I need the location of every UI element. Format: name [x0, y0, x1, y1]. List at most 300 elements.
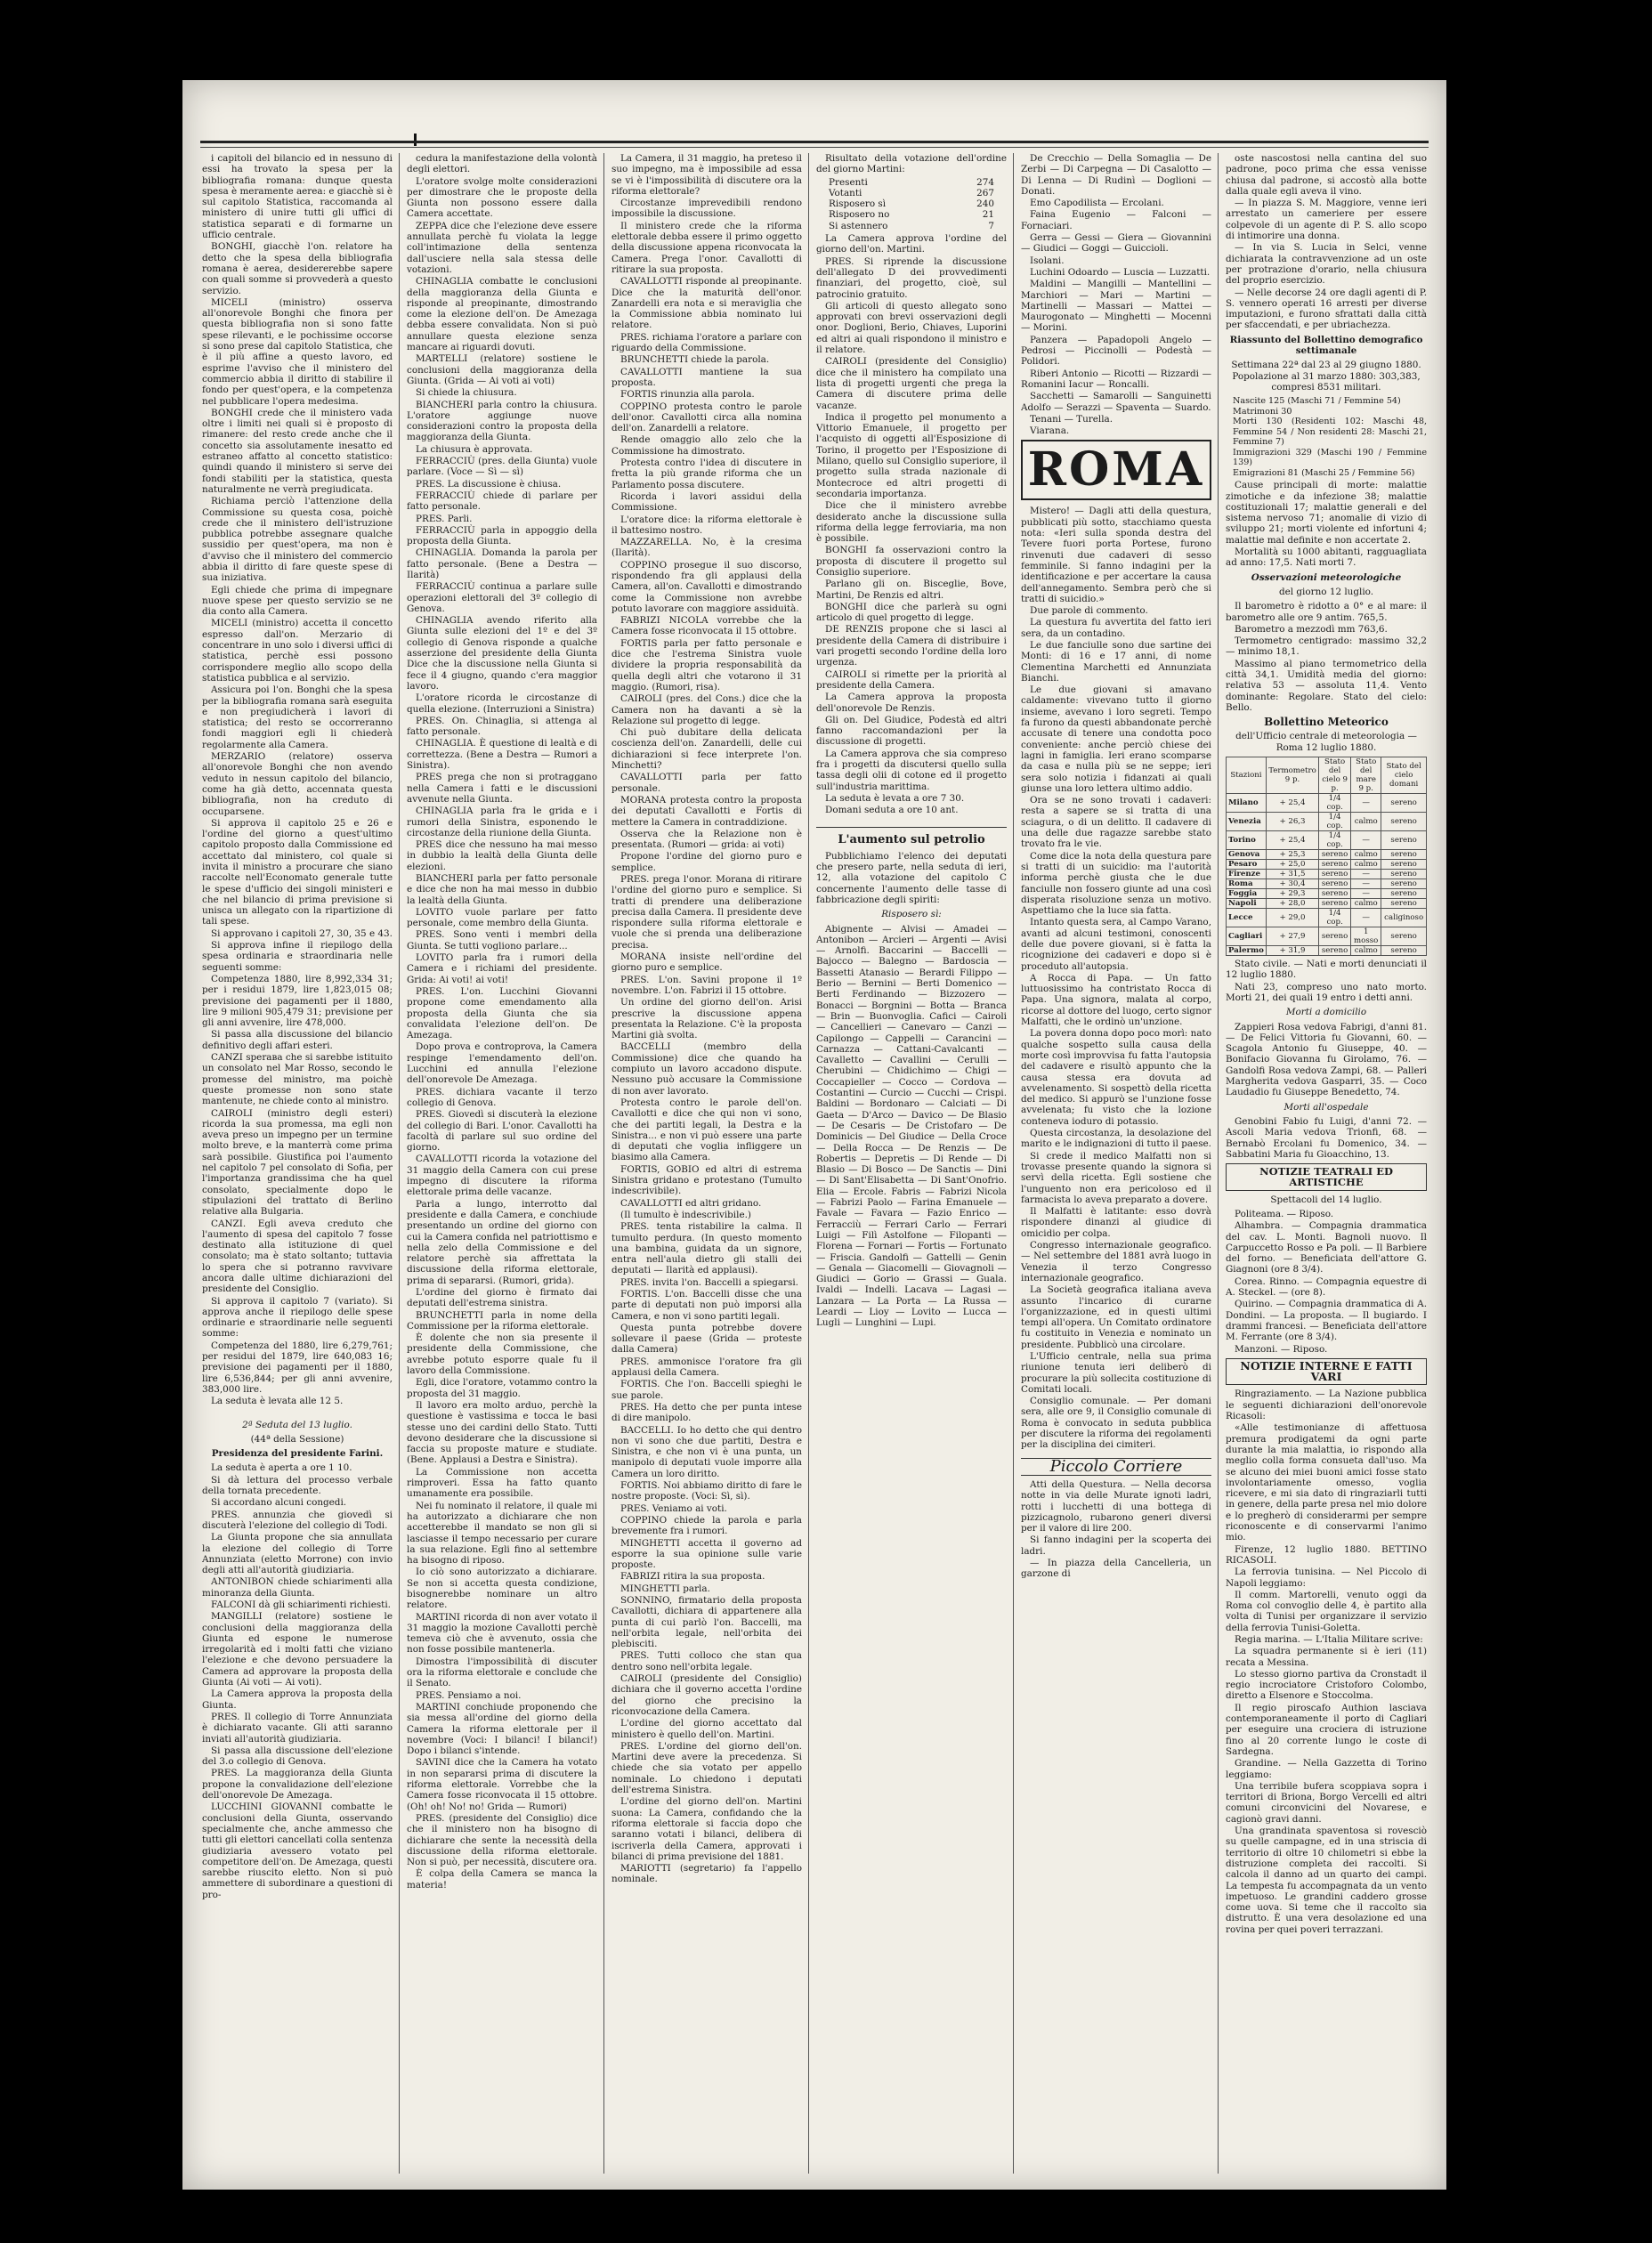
- voters-list: Abignente — Alvisi — Amadei — Antonibon — Arcieri — Argenti — Avisi — Arnolfi. Baccarini — Baccelli — Bajocco — Balegno — Bardoscia — Bassetti Atanasio — Berardi Filippo — Berio — Bernini — Berti Domenico — Berti Ferdinando — Bizzozero — Bonacci — Borgnini — Botta — Branca — Brin — Buonvoglia. Cafici — Cairoli — Cancellieri — Canevaro — Canzi — Capilongo — Cappelli — Carancini — Carnazza — Cattani-Cavalcanti — Cavalletto — Cavallini — Cerulli — Cherubini — Chidichimo — Chigi — Coccapieller — Cocco — Cordova — Costantini — Curcio — Cucchi — Crispi. Baldini — Bordonaro — Calciati — Di Gaeta — D'Arco — Davico — De Blasio — De Cesaris — De Cristofaro — De Dominicis — Del Giudice — Della Croce — Della Rocca — De Renzis — De Robertis — Depretis — Di Rende — Di Blasio — Di Bosco — De Sanctis — Dini — Di Sant'Elisabetta — Di Sant'Onofrio. Elia — Ercole. Fabris — Fabrizi Nicola — Fabrizi Paolo — Farina Emanuele — Favale — Favara — Fazio Enrico — Ferracciù — Ferrari Carlo — Ferrari Luigi — Filì Astolfone — Filopanti — Florena — Fornari — Fortis — Fortunato — Friscia. Gandolfi — Gattelli — Genin — Genala — Giacomelli — Giovagnoli — Giudici — Gorio — Grassi — Guala. Ivaldi — Indelli. Lacava — Lagasi — Lanzara — La Porta — La Russa — Leardi — Lioy — Lovito — Lucca — Lugli — Lunghini — Lupi.: [816, 923, 1007, 1329]
- station-name: Venezia: [1227, 813, 1267, 831]
- vote-label: Risposero sì: [829, 198, 887, 210]
- roma-masthead: ROMA: [1021, 440, 1211, 500]
- paragraph: cedura la manifestazione della volontà degli elettori.: [407, 153, 597, 175]
- bollettino-meteorico-heading: Bollettino Meteorico: [1264, 716, 1389, 729]
- paragraph: Mortalità su 1000 abitanti, ragguagliata ad anno: 17,5. Nati morti 7.: [1226, 547, 1427, 569]
- paragraph: MARTINI ricorda di non aver votato il 31 maggio la mozione Cavallotti perchè temeva ciò che è avvenuto, ossia che non fosse possibile mantenerla.: [407, 1611, 597, 1656]
- paragraph: Propone l'ordine del giorno puro e semplice.: [611, 851, 802, 873]
- table-cell: sereno: [1319, 927, 1351, 946]
- paragraph: MORANA protesta contro la proposta dei deputati Cavallotti e Fortis di mettere la Camera in contraddizione.: [611, 794, 802, 828]
- paragraph: del giorno 12 luglio.: [1278, 586, 1374, 597]
- table-cell: 1 mosso: [1351, 927, 1381, 946]
- paragraph: CAIROLI si rimette per la priorità al presidente della Camera.: [816, 668, 1007, 691]
- paragraph: Settimana 22ª dal 23 al 29 giugno 1880. Popolazione al 31 marzo 1880: 303,383, compresi 8531 militari.: [1231, 360, 1421, 393]
- paragraph: FORTIS. Che l'on. Baccelli spieghi le sue parole.: [611, 1379, 802, 1401]
- paragraph: La squadra permanente si è ieri (11) recata a Messina.: [1226, 1646, 1427, 1668]
- column-divider: [603, 153, 604, 2174]
- table-cell: + 25,3: [1266, 850, 1318, 860]
- piccolo-corriere-heading: Piccolo Corriere: [1021, 1458, 1211, 1476]
- paragraph: Riberi Antonio — Ricotti — Rizzardi — Romanini Iacur — Roncalli.: [1021, 368, 1211, 390]
- column-1: [202, 153, 393, 2174]
- paragraph: Politeama. — Riposo.: [1235, 1209, 1334, 1219]
- paragraph: Si approva il capitolo 25 e 26 e l'ordine del giorno a quest'ultimo capitolo proposto dalla Commissione ed accettato dal ministero, col quale si invita il ministro a procurare che siano raccolte nell'Economato generale tutte le spese d'ufficio dei singoli ministeri e che nel bilancio di prima previsione si unisca un allegato con la ripartizione di tali spese.: [202, 817, 393, 927]
- paragraph: Si accordano alcuni congedi.: [211, 1497, 347, 1509]
- paragraph: De Crecchio — Della Somaglia — De Zerbi — Di Carpegna — Di Casalotto — Di Lenna — Di Rudinì — Doglioni — Donati.: [1021, 153, 1211, 197]
- paragraph: FORTIS parla per fatto personale e dice che l'estrema Sinistra vuole dividere la propria responsabilità da quella degli altri che votarono il 31 maggio. (Rumori, risa).: [611, 637, 802, 692]
- paragraph: oste nascostosi nella cantina del suo padrone, poco prima che essa venisse chiusa dal padrone, si accostò alla botte dalla quale egli aveva il vino.: [1226, 153, 1427, 197]
- table-cell: sereno: [1319, 860, 1351, 870]
- paragraph: CHINAGLIA parla fra le grida e i rumori della Sinistra, esponendo le circostanze della riunione della Giunta.: [407, 806, 597, 838]
- paragraph: Faina Eugenio — Falconi — Fornaciari.: [1021, 209, 1211, 231]
- station-name: Palermo: [1227, 946, 1267, 956]
- column-6: [1226, 153, 1427, 2174]
- paragraph: MICELI (ministro) osserva all'onorevole Bonghi che finora per questa bibliografia non si sono fatte spese rilevanti, e le pochissime occorse si sono prese dal capitolo Statistica, che è il più affine a questo lavoro, ed esprime l'avviso che il ministero del commercio abbia il diritto di stabilire il fondo per quest'opera, e la competenza nel pubblicare l'opera medesima.: [202, 296, 393, 407]
- subheading: Morti a domicilio: [1285, 1007, 1367, 1018]
- paragraph: Un ordine del giorno dell'on. Arisi prescrive la discussione appena presentata la Relazione. C'è la proposta Martini già svolta.: [611, 997, 802, 1041]
- paragraph: Assicura poi l'on. Bonghi che la spesa per la bibliografia romana sarà eseguita e non pregiudicherà i lavori di statistica; del resto se occorreranno fondi maggiori egli li chiederà regolarmente alla Camera.: [202, 684, 393, 750]
- paragraph: La seduta è levata alle 12 5.: [211, 1396, 344, 1407]
- weather-table-body: [1227, 794, 1427, 956]
- table-cell: + 29,3: [1266, 889, 1318, 899]
- table-header-row: [1227, 757, 1427, 794]
- table-cell: sereno: [1381, 927, 1427, 946]
- paragraph: L'ordine del giorno è firmato dai deputati dell'estrema sinistra.: [407, 1286, 597, 1309]
- paragraph: Intanto questa sera, al Campo Varano, avanti ad alcuni testimoni, conoscenti delle due povere giovani, si è fatta la ricognizione dei cadaveri e dopo si è proceduto all'autopsia.: [1021, 917, 1211, 972]
- paragraph: SONNINO, firmatario della proposta Cavallotti, dichiara di appartenere alla punta di cui parlò l'on. Baccelli, ma nell'orbita legale, nell'orbita dei plebisciti.: [611, 1595, 802, 1650]
- table-cell: sereno: [1319, 850, 1351, 860]
- paragraph: Osserva che la Relazione non è presentata. (Rumori — grida: ai voti): [611, 828, 802, 851]
- paragraph: PRES. L'on. Savini propone il 1º novembre. L'on. Fabrizi il 15 ottobre.: [611, 974, 802, 996]
- paragraph: COPPINO chiede la parola e parla brevemente fra i rumori.: [611, 1514, 802, 1537]
- paragraph: PRES. richiama l'oratore a parlare con riguardo della Commissione.: [611, 331, 802, 354]
- table-cell: + 31,9: [1266, 946, 1318, 956]
- column-header: Termometro 9 p.: [1266, 757, 1318, 794]
- paragraph: ANTONIBON chiede schiarimenti alla minoranza della Giunta.: [202, 1576, 393, 1599]
- stat-row: Immigrazioni 329 (Maschi 190 / Femmine 139): [1233, 447, 1427, 468]
- paragraph: CANZI. Egli aveva creduto che l'aumento di spesa del capitolo 7 fosse destinato alla istituzione di quel consolato; ma è stato soltanto; tuttavia lo spera che si potranno ravvivare ancora dalle ultime dichiarazioni del presidente del Consiglio.: [202, 1218, 393, 1295]
- table-cell: sereno: [1381, 813, 1427, 831]
- paragraph: BONGHI dice che parlerà su ogni articolo di quel progetto di legge.: [816, 601, 1007, 624]
- paragraph: PRES. tenta ristabilire la calma. Il tumulto perdura. (In questo momento una bambina, guidata da un signore, entra nell'aula dietro gli stalli dei deputati — Ilarità ed applausi).: [611, 1221, 802, 1276]
- vote-row: [829, 188, 1007, 198]
- table-row: [1227, 889, 1427, 899]
- paragraph: PRES. (presidente del Consiglio) dice che il ministero non ha bisogno di dichiarare che sente la necessità della discussione della riforma elettorale. Non si può, per necessità, discutere ora.: [407, 1812, 597, 1868]
- table-row: [1227, 850, 1427, 860]
- paragraph: Firenze, 12 luglio 1880. BETTINO RICASOLI.: [1226, 1543, 1427, 1566]
- paragraph: MERZARIO (relatore) osserva all'onorevole Bonghi che non avendo veduto in nessun capitolo del bilancio, come ha già detto, accennata questa bibliografia, non ha creduto di occuparsene.: [202, 751, 393, 817]
- paragraph: Protesta contro le parole dell'on. Cavallotti e dice che qui non vi sono, che dei partiti legali, la Destra e la Sinistra... e non vi può essere una parte di deputati che voglia infliggere un biasimo alla Camera.: [611, 1097, 802, 1163]
- paragraph: Corea. Rinno. — Compagnia equestre di A. Steckel. — (ore 8).: [1226, 1275, 1427, 1299]
- station-name: Napoli: [1227, 899, 1267, 909]
- paragraph: PRES. ammonisce l'oratore fra gli applausi della Camera.: [611, 1356, 802, 1379]
- table-row: [1227, 860, 1427, 870]
- table-cell: 1/4 cop.: [1319, 831, 1351, 850]
- station-name: Firenze: [1227, 870, 1267, 879]
- paragraph: Barometro a mezzodì mm 763,6.: [1235, 623, 1388, 635]
- paragraph: CANZI speraва che si sarebbe istituito un consolato nel Mar Rosso, secondo le promesse del ministro, ma poichè queste promesse non sono state mantenute, ne chiede conto al ministro.: [202, 1052, 393, 1107]
- paragraph: Come dice la nota della questura pare si tratti di un suicidio: ma l'autorità informa perchè giusta che le due fanciulle non fossero giunte ad una così disperata risoluzione senza un motivo. Aspettiamo che la luce sia fatta.: [1021, 850, 1211, 917]
- paragraph: L'ordine del giorno accettato dal ministero è quello dell'on. Martini.: [611, 1718, 802, 1740]
- vote-label: Risposero no: [829, 209, 890, 221]
- header-rule-thin: [200, 147, 1429, 148]
- table-cell: calmo: [1351, 946, 1381, 956]
- vote-result-heading: Risultato della votazione dell'ordine del giorno Martini:: [816, 153, 1007, 175]
- table-cell: + 31,5: [1266, 870, 1318, 879]
- paragraph: L'Ufficio centrale, nella sua prima riunione tenuta ieri deliberò di procurare la più sollecita costituzione di Comitati locali.: [1021, 1350, 1211, 1395]
- newspaper-page: [182, 80, 1446, 2190]
- notizie-interne-heading: NOTIZIE INTERNE E FATTI VARI: [1226, 1358, 1427, 1386]
- paragraph: Nati 23, compreso uno nato morto. Morti 21, dei quali 19 entro i detti anni.: [1226, 981, 1427, 1003]
- paragraph: Isolani.: [1030, 255, 1065, 266]
- paragraph: MARIOTTI (segretario) fa l'appello nominale.: [611, 1863, 802, 1885]
- vote-row: [829, 177, 1007, 188]
- paragraph: COPPINO protesta contro le parole dell'onor. Cavallotti circa alla nomina dell'on. Zanardelli a relatore.: [611, 401, 802, 434]
- paragraph: Rende omaggio allo zelo che la Commissione ha dimostrato.: [611, 434, 802, 457]
- column-divider: [1218, 153, 1219, 2174]
- station-name: Milano: [1227, 794, 1267, 813]
- paragraph: LOVITO parla fra i rumori della Camera e i richiami del presidente. Grida: Ai voti! ai voti!: [407, 952, 597, 985]
- column-header: Stato del mare 9 p.: [1351, 757, 1381, 794]
- paragraph: Atti della Questura. — Nella decorsa notte in via delle Murate ignoti ladri, rotti i lucchetti di una bottega di pizzicagnolo, rubarono generi diversi per il valore di lire 200.: [1021, 1478, 1211, 1534]
- paragraph: CAVALLOTTI mantiene la sua proposta.: [611, 366, 802, 388]
- paragraph: Dopo prova e controprova, la Camera respinge l'emendamento dell'on. Lucchini ed annulla l'elezione dell'onorevole De Amezaga.: [407, 1041, 597, 1086]
- paragraph: Si chiede la chiusura.: [416, 387, 517, 399]
- paragraph: L'oratore dice: la riforma elettorale è il battesimo nostro.: [611, 514, 802, 536]
- paragraph: CAIROLI (presidente del Consiglio) dice che il ministero ha compilato una lista di progetti urgenti che prega la Camera di discutere prima delle vacanze.: [816, 356, 1007, 411]
- session-heading: 2ª Seduta del 13 luglio.: [242, 1419, 352, 1430]
- teatri-heading: NOTIZIE TEATRALI ED ARTISTICHE: [1226, 1163, 1427, 1191]
- paragraph: PRES. Il collegio di Torre Annunziata è dichiarato vacante. Gli atti saranno inviati all'autorità giudiziaria.: [202, 1711, 393, 1745]
- station-name: Genova: [1227, 850, 1267, 860]
- column-4: [816, 153, 1007, 2174]
- paragraph: LOVITO vuole parlare per fatto personale, come membro della Giunta.: [407, 906, 597, 929]
- paragraph: FORTIS. L'on. Baccelli disse che una parte di deputati non può imporsi alla Camera, e non vi sono partiti legali.: [611, 1288, 802, 1322]
- paragraph: Ringraziamento. — La Nazione pubblica le seguenti dichiarazioni dell'onorevole Ricasoli:: [1226, 1389, 1427, 1422]
- table-cell: caliginoso: [1381, 909, 1427, 927]
- paragraph: Protesta contro l'idea di discutere in fretta la più grande riforma che un Parlamento possa discutere.: [611, 458, 802, 490]
- paragraph: MICELI (ministro) accetta il concetto espresso dall'on. Merzario di concentrare in uno solo i diversi uffici di statistica, perchè essi possono corrispondere meglio allo scopo della statistica pubblica e al servizio.: [202, 618, 393, 684]
- paragraph: CAVALLOTTI ed altri gridano.: [620, 1197, 762, 1209]
- paragraph: PRES. On. Chinaglia, si attenga al fatto personale.: [407, 715, 597, 738]
- paragraph: PRES. L'on. Lucchini Giovanni propone come emendamento alla proposta della Giunta che sia convalidata l'elezione dell'on. De Amezaga.: [407, 985, 597, 1041]
- paragraph: PRES. Si riprende la discussione dell'allegato D dei provvedimenti finanziari, del progetto, cioè, sul patrocinio gratuito.: [816, 255, 1007, 300]
- paragraph: Regia marina. — L'Italia Militare scrive:: [1235, 1633, 1423, 1645]
- paragraph: BONGHI, giacchè l'on. relatore ha detto che la spesa della bibliografia romana è aerea, desidererebbe sapere con quali somme si provvederà a questo servizio.: [202, 241, 393, 296]
- paragraph: La povera donna dopo poco morì: nato qualche sospetto sulla causa della morte così improvvisa fu fatta l'autopsia del cadavere e risultò appunto che la causa stessa era dovuta ad avvelenamento. Si sospettò della ricetta del medico. Si appurò se l'unzione fosse avvelenata; fu visto che la lozione conteneva ioduro di potassio.: [1021, 1028, 1211, 1127]
- paragraph: Sacchetti — Samarolli — Sanguinetti Adolfo — Serazzi — Spaventa — Suardo.: [1021, 391, 1211, 413]
- paragraph: CAIROLI (pres. del Cons.) dice che la Camera non ha davanti a sè la Relazione sul progetto di legge.: [611, 693, 802, 726]
- paragraph: PRES. Giovedì si discuterà la elezione del collegio di Bari. L'onor. Cavallotti ha facoltà di parlare sul suo ordine del giorno.: [407, 1109, 597, 1154]
- paragraph: È colpa della Camera se manca la materia!: [407, 1868, 597, 1891]
- paragraph: Domani seduta a ore 10 ant.: [825, 805, 959, 816]
- vote-value: 267: [976, 187, 994, 198]
- station-name: Lecce: [1227, 909, 1267, 927]
- presidency-heading: Presidenza del presidente Farini.: [211, 1448, 384, 1460]
- paragraph: FORTIS, GOBIO ed altri di estrema Sinistra gridano e protestano (Tumulto indescrivibile).: [611, 1163, 802, 1197]
- table-row: [1227, 927, 1427, 946]
- table-cell: + 28,0: [1266, 899, 1318, 909]
- column-2: [407, 153, 597, 2174]
- paragraph: PRES. prega l'onor. Morana di ritirare l'ordine del giorno puro e semplice. Si tratti di prendere una deliberazione precisa dalla Camera. Il presidente deve rispondere sulla riforma elettorale e vuole che si prenda una deliberazione precisa.: [611, 874, 802, 951]
- paragraph: FERRACCIÙ continua a parlare sulle operazioni elettorali del 3º collegio di Genova.: [407, 581, 597, 614]
- table-cell: calmo: [1351, 899, 1381, 909]
- paragraph: Il comm. Martorelli, venuto oggi da Roma col convoglio delle 4, è partito alla volta di Tunisi per organizzare il servizio della ferrovia Tunisi-Goletta.: [1226, 1589, 1427, 1633]
- paragraph: MARTINI conchiude proponendo che sia messa all'ordine del giorno della Camera la riforma elettorale per il novembre (Voci: I bilanci! I bilanci!) Dopo i bilanci s'intende.: [407, 1701, 597, 1757]
- table-cell: sereno: [1319, 946, 1351, 956]
- paragraph: i capitoli del bilancio ed in nessuno di essi ha trovato la spesa per la bibliografia romana: dunque questa spesa è meramente aerea: e giacchè si è sul capitolo Statistica, raccomanda al ministero di unire tutti gli uffici di statistica separati e di formarne un ufficio centrale.: [202, 153, 393, 241]
- paragraph: Ora se ne sono trovati i cadaveri: resta a sapere se si tratta di una sciagura, o di un delitto. Il cadavere di una delle due ragazze sarebbe stato trovato fra le vie.: [1021, 795, 1211, 850]
- table-cell: sereno: [1381, 946, 1427, 956]
- paragraph: La Camera approva la proposta dell'onorevole De Renzis.: [816, 692, 1007, 714]
- table-row: [1227, 831, 1427, 850]
- paragraph: La Commissione non accetta rimproveri. Essa ha fatto quanto umanamente era possibile.: [407, 1466, 597, 1500]
- paragraph: «Alle testimonianze di affettuosa premura prodigatemi da ogni parte durante la mia malattia, io rispondo alla meglio colla forma consueta dall'uso. Ma se alcuno dei miei buoni amici fosse stato involontariamente omesso, voglia ricevere, e mi sia dato di ringraziarli tutti in genere, della parte presa nel mio dolore e lo pregherò di considerarmi per sempre riconoscente e di conservarmi l'animo mio.: [1226, 1422, 1427, 1543]
- paragraph: La Camera approva che sia compreso fra i progetti da discutersi quello sulla tassa degli olii di cotone ed il progetto sull'industria marittima.: [816, 748, 1007, 792]
- paragraph: FERRACCIÙ parla in appoggio della proposta della Giunta.: [407, 524, 597, 547]
- paragraph: Consiglio comunale. — Per domani sera, alle ore 9, il Consiglio comunale di Roma è convocato in seduta pubblica per discutere la riforma dei regolamenti per la disciplina dei cimiteri.: [1021, 1396, 1211, 1451]
- paragraph: PRES. Pensiamo a noi.: [416, 1689, 522, 1701]
- paragraph: BACCELLI. Io ho detto che qui dentro non vi sono che due partiti, Destra e Sinistra, e che non vi è una punta, un manipolo di deputati vuole imporre alla Camera un loro diritto.: [611, 1424, 802, 1479]
- paragraph: Si approvano i capitoli 27, 30, 35 e 43.: [211, 927, 393, 939]
- paragraph: La seduta è aperta a ore 1 10.: [211, 1462, 352, 1474]
- paragraph: Richiama perciò l'attenzione della Commissione su questa cosa, poichè crede che il ministero dell'istruzione pubblica potrebbe assegnare qualche sussidio per quest'opera, ma non è d'avviso che il ministero del commercio abbia il diritto di fare queste spese di sua iniziativa.: [202, 496, 393, 584]
- paragraph: Spettacoli del 14 luglio.: [1270, 1194, 1382, 1205]
- paragraph: Dimostra l'impossibilità di discuter ora la riforma elettorale e conclude che il Senato.: [407, 1656, 597, 1689]
- table-cell: calmo: [1351, 813, 1381, 831]
- column-header: Stato del cielo 9 p.: [1319, 757, 1351, 794]
- paragraph: Lo stesso giorno partiva da Cronstadt il regio incrociatore Cristoforo Colombo, diretto a Elsenore e Stoccolma.: [1226, 1668, 1427, 1702]
- paragraph: Il lavoro era molto arduo, perchè la questione è vastissima e tocca le basi stesse uno dei cardini dello Stato. Tutti devono desiderare che la discussione si faccia su proposte mature e studiate. (Bene. Applausi a Destra e Sinistra).: [407, 1399, 597, 1466]
- paragraph: Egli, dice l'oratore, votammo contro la proposta del 31 maggio.: [407, 1377, 597, 1399]
- paragraph: PRES. Sono venti i membri della Giunta. Se tutti vogliono parlare...: [407, 929, 597, 951]
- paragraph: Competenza del 1880, lire 6,279,761; per residui del 1879, lire 640,083 16; previsione dei pagamenti per il 1880, lire 6,536,844; per gli anni avvenire, 383,000 lire.: [202, 1340, 393, 1395]
- paragraph: La questura fu avvertita del fatto ieri sera, da un contadino.: [1021, 617, 1211, 639]
- paragraph: Competenza 1880, lire 8,992,334 31; per i residui 1879, lire 1,823,015 08; previsione dei pagamenti per il 1880, lire 9 milioni 905,479 31; previsione per gli anni avvenire, lire 478,000.: [202, 973, 393, 1029]
- yes-voters-heading: Risposero sì:: [881, 909, 942, 920]
- table-cell: + 25,4: [1266, 831, 1318, 850]
- header-rule: [200, 141, 1429, 143]
- table-row: [1227, 794, 1427, 813]
- paragraph: Si dà lettura del processo verbale della tornata precedente.: [202, 1474, 393, 1497]
- paragraph: FORTIS rinunzia alla parola.: [620, 389, 755, 401]
- paragraph: BRUNCHETTI chiede la parola.: [620, 354, 770, 366]
- paragraph: FABRIZI ritira la sua proposta.: [620, 1571, 765, 1583]
- paragraph: La Camera approva la proposta della Giunta.: [202, 1688, 393, 1711]
- vote-label: Presenti: [829, 176, 868, 188]
- paragraph: Si approva il capitolo 7 (variato). Si approva anche il riepilogo delle spese ordinarie e straordinarie nelle seguenti somme:: [202, 1295, 393, 1340]
- column-5: [1021, 153, 1211, 2174]
- weather-table: [1226, 757, 1427, 956]
- column-divider: [1013, 153, 1014, 2174]
- table-cell: sereno: [1381, 870, 1427, 879]
- station-name: Foggia: [1227, 889, 1267, 899]
- paragraph: Grandine. — Nella Gazzetta di Torino leggiamo:: [1226, 1758, 1427, 1780]
- table-row: [1227, 870, 1427, 879]
- paragraph: — In via S. Lucia in Selci, venne dichiarata la contravvenzione ad un oste per protrazione d'orario, nella chiusura del proprio esercizio.: [1226, 242, 1427, 287]
- paragraph: BONGHI fa osservazioni contro la proposta di discutere il progetto sul Consiglio superiore.: [816, 545, 1007, 578]
- paragraph: MINGHETTI accetta il governo ad esporre la sua opinione sulle varie proposte.: [611, 1537, 802, 1571]
- paragraph: CAVALLOTTI risponde al preopinante. Dice che la maturità dell'onor. Zanardelli era nota e si meraviglia che la Commissione abbia nominato lui relatore.: [611, 276, 802, 331]
- table-cell: 1/4 cop.: [1319, 909, 1351, 927]
- paragraph: Panzera — Papadopoli Angelo — Pedrosi — Piccinolli — Podestà — Polidori.: [1021, 334, 1211, 368]
- paragraph: Maldini — Mangilli — Mantellini — Marchiori — Mari — Martini — Martinelli — Massari — Mattei — Maurogonato — Minghetti — Mocenni — Morini.: [1021, 279, 1211, 334]
- table-cell: sereno: [1381, 860, 1427, 870]
- paragraph: Una terribile bufera scoppiava sopra i territori di Briona, Borgo Vercelli ed altri comuni circonvicini del Novarese, e cagionò gravi danni.: [1226, 1780, 1427, 1825]
- paragraph: BIANCHERI parla contro la chiusura. L'oratore aggiunge nuove considerazioni contro la proposta della maggioranza della Giunta.: [407, 399, 597, 443]
- subheading: Morti all'ospedale: [1284, 1101, 1369, 1113]
- column-header: Stazioni: [1227, 757, 1267, 794]
- table-cell: sereno: [1319, 899, 1351, 909]
- vote-value: 240: [976, 198, 994, 210]
- paragraph: Si passa alla discussione del bilancio definitivo degli affari esteri.: [202, 1029, 393, 1051]
- paragraph: Indica il progetto pel monumento a Vittorio Emanuele, il progetto per l'acquisto di oggetti all'Esposizione di Torino, il progetto per l'Esposizione di Milano, quello sul Consiglio superiore, il progetto sulla strada nazionale di Montecroce ed altri progetti di secondaria importanza.: [816, 411, 1007, 499]
- paragraph: MAZZARELLA. No, è la cresima (Ilarità).: [611, 537, 802, 559]
- paragraph: Gli articoli di questo allegato sono approvati con brevi osservazioni degli onor. Doglioni, Berio, Chiaves, Luporini ed altri ai quali rispondono il ministro e il relatore.: [816, 300, 1007, 356]
- paragraph: Viarana.: [1030, 425, 1070, 437]
- paragraph: dell'Ufficio centrale di meteorologia — Roma 12 luglio 1880.: [1235, 731, 1417, 753]
- paragraph: PRES. annunzia che giovedì si discuterà l'elezione del collegio di Todi.: [202, 1509, 393, 1531]
- paragraph: La Camera, il 31 maggio, ha preteso il suo impegno, ma è impossibile ad essa se vi è l'impossibilità di discutere ora la riforma elettorale?: [611, 153, 802, 197]
- paragraph: Zappieri Rosa vedova Fabrigi, d'anni 81. — De Felici Vittoria fu Giovanni, 60. — Scagola Antonio fu Giuseppe, 40. — Bonifacio Giovanna fu Girolamo, 76. — Gandolfi Rosa vedova Zampi, 68. — Palleri Margherita vedova Gasparri, 35. — Coco Laudadio fu Giuseppe Benedetto, 74.: [1226, 1021, 1427, 1098]
- vote-results: [829, 177, 1007, 231]
- stat-row: Matrimoni 30: [1233, 406, 1292, 417]
- table-row: [1227, 813, 1427, 831]
- paragraph: L'ordine del giorno dell'on. Martini suona: La Camera, confidando che la riforma elettorale si faccia dopo che saranno votati i bilanci, delibera di iscriverla della Camera, approvati i bilanci di prima previsione del 1881.: [611, 1796, 802, 1862]
- table-cell: + 26,3: [1266, 813, 1318, 831]
- paragraph: — In piazza S. M. Maggiore, venne ieri arrestato un cameriere per essere colpevole di un agente di P. S. allo scopo di intimorire una donna.: [1226, 198, 1427, 242]
- paragraph: Alhambra. — Compagnia drammatica del cav. L. Monti. Bagnoli nuovo. Il Carpuccetto Rosso e Pa poli. — Il Barbiere del forno. — Beneficiata dell'attore G. Giagnoni (ore 8 3/4).: [1226, 1220, 1427, 1275]
- paragraph: Il barometro è ridotto a 0° e al mare: il barometro alle ore 9 antim. 765,5.: [1226, 601, 1427, 623]
- table-cell: + 29,0: [1266, 909, 1318, 927]
- paragraph: Dice che il ministero avrebbe desiderato anche la discussione sulla riforma della legge ferroviaria, ma non è possibile.: [816, 500, 1007, 545]
- paragraph: Il ministero crede che la riforma elettorale debba essere il primo oggetto della discussione appena riconvocata la Camera. Prega l'onor. Cavallotti di ritirare la sua proposta.: [611, 220, 802, 275]
- table-cell: —: [1351, 831, 1381, 850]
- paragraph: Una grandinata spaventosa si rovesciò su quelle campagne, ed in una striscia di territorio di oltre 10 chilometri si ebbe la distruzione completa dei raccolti. Si calcola il danno ad un quarto dei campi. La tempesta fu accompagnata da un vento impetuoso. Le grandini caddero grosse come uova. Si teme che il raccolto sia distrutto. È una vera desolazione ed una rovina per quei poveri terrazzani.: [1226, 1826, 1427, 1935]
- table-row: [1227, 899, 1427, 909]
- paragraph: BRUNCHETTI parla in nome della Commissione per la riforma elettorale.: [407, 1309, 597, 1332]
- stat-row: Emigrazioni 81 (Maschi 25 / Femmine 56): [1233, 467, 1415, 478]
- stat-row: Nascite 125 (Maschi 71 / Femmine 54): [1233, 396, 1401, 407]
- table-cell: 1/4 cop.: [1319, 813, 1351, 831]
- vote-value: 274: [976, 176, 994, 188]
- paragraph: CAIROLI (ministro degli esteri) ricorda la sua promessa, ma egli non aveva preso un impegno per un termine molto breve, e la manterrà come prima sarà possibile. Giustifica poi l'aumento nel capitolo 7 pel consolato di Sofia, per l'importanza grandissima che ha quel consolato, specialmente dopo le stipulazioni del trattato di Berlino relative alla Bulgaria.: [202, 1107, 393, 1218]
- table-cell: sereno: [1381, 794, 1427, 813]
- paragraph: Circostanze imprevedibili rendono impossibile la discussione.: [611, 198, 802, 220]
- paragraph: MANGILLI (relatore) sostiene le conclusioni della maggioranza della Giunta ed espone le numerose irregolarità ed i molti fatti che viziano l'elezione e che devono persuadere la Camera ad approvare la proposta della Giunta (Ai voti — Ai voti).: [202, 1611, 393, 1688]
- paragraph: ZEPPA dice che l'elezione deve essere annullata perchè fu violata la legge coll'intimazione della sentenza dall'usciere nella sala stessa delle votazioni.: [407, 220, 597, 275]
- table-cell: + 27,9: [1266, 927, 1318, 946]
- paragraph: La ferrovia tunisina. — Nel Piccolo di Napoli leggiamo:: [1226, 1567, 1427, 1589]
- paragraph: Quirino. — Compagnia drammatica di A. Dondini. — La proposta. — Il bugiardo. I drammi francesi. — Beneficiata dell'attore M. Ferrante (ore 8 3/4).: [1226, 1299, 1427, 1343]
- table-cell: sereno: [1319, 870, 1351, 879]
- paragraph: CHINAGLIA. È questione di lealtà e di correttezza. (Bene a Destra — Rumori a Sinistra).: [407, 738, 597, 772]
- paragraph: PRES. Veniamo ai voti.: [620, 1502, 727, 1514]
- vote-value: 7: [988, 220, 994, 231]
- petrolio-heading: L'aumento sul petrolio: [816, 827, 1007, 846]
- paragraph: Massimo al piano termometrico della città 34,1. Umidità media del giorno: relativa 53 — assoluta 11,4. Vento dominante: Regolare. Stato del cielo: Bello.: [1226, 658, 1427, 713]
- paragraph: È dolente che non sia presente il presidente della Commissione, che avrebbe potuto esporre quale fu il lavoro della Commissione.: [407, 1332, 597, 1377]
- paragraph: Gli on. Del Giudice, Podestà ed altri fanno raccomandazioni per la discussione di progetti.: [816, 714, 1007, 748]
- paragraph: Mistero! — Dagli atti della questura, pubblicati più sotto, stacchiamo questa nota: «Ieri sulla sponda destra del Tevere fuori porta Portese, furono rinvenuti due cadaveri di sesso femminile. Si fanno indagini per la identificazione e per accertare la causa dell'annegamento. Sembra però che si tratti di suicidio.»: [1021, 506, 1211, 604]
- paragraph: Parlano gli on. Bisceglie, Bove, Martini, De Renzis ed altri.: [816, 579, 1007, 601]
- table-cell: sereno: [1381, 850, 1427, 860]
- demographic-heading: Riassunto del Bollettino demografico settimanale: [1229, 334, 1423, 357]
- table-cell: —: [1351, 909, 1381, 927]
- table-cell: + 30,4: [1266, 879, 1318, 889]
- paragraph: PRES. Parli.: [416, 513, 473, 524]
- paragraph: L'oratore ricorda le circostanze di quella elezione. (Interruzioni a Sinistra): [407, 692, 597, 715]
- paragraph: COPPINO prosegue il suo discorso, rispondendo fra gli applausi della Camera, all'on. Cavallotti e dimostrando come la Commissione non avrebbe potuto lavorare con maggiore assiduità.: [611, 559, 802, 614]
- paragraph: La Società geografica italiana aveva assunto l'incarico di curarne l'organizzazione, ed in questi ultimi tempi all'opera. Un Comitato ordinatore fu costituito in Venezia e nominato un presidente. Pubblicò una circolare.: [1021, 1284, 1211, 1350]
- paragraph: LUCCHINI GIOVANNI combatte le conclusioni della Giunta, osservando specialmente che, anche ammesso che tutti gli elettori cancellati colla sentenza giudiziaria avessero votato pel competitore dell'on. De Amezaga, questi sarebbe riuscito eletto. Non si può ammettere di subordinare a questioni di pro-: [202, 1802, 393, 1900]
- paragraph: Luchini Odoardo — Luscia — Luzzatti.: [1030, 266, 1211, 278]
- margin-mark: [414, 134, 417, 146]
- paragraph: PRES. invita l'on. Baccelli a spiegarsi.: [620, 1276, 798, 1288]
- paragraph: CHINAGLIA combatte le conclusioni della maggioranza della Giunta e risponde al preopinante, dimostrando come la elezione dell'on. De Amezaga debba essere convalidata. Non si può annullare questa elezione senza mancare ai riguardi dovuti.: [407, 276, 597, 353]
- paragraph: PRES. Ha detto che per punta intese di dire manipolo.: [611, 1401, 802, 1424]
- paragraph: Chi può dubitare della delicata coscienza dell'on. Zanardelli, delle cui dichiarazioni si fece interprete l'on. Minchetti?: [611, 727, 802, 772]
- paragraph: Gerra — Gessi — Giera — Giovannini — Giudici — Goggi — Guiccioli.: [1021, 232, 1211, 255]
- paragraph: La seduta è levata a ore 7 30.: [825, 792, 965, 804]
- paragraph: PRES prega che non si protraggano nella Camera i fatti e le discussioni avvenute nella Giunta.: [407, 772, 597, 805]
- paragraph: Due parole di commento.: [1030, 605, 1148, 617]
- paragraph: CAIROLI (presidente del Consiglio) dichiara che il governo accetta l'ordine del giorno che precisino la riconvocazione della Camera.: [611, 1673, 802, 1717]
- vote-label: Votanti: [829, 187, 862, 198]
- stat-row: Morti 130 (Residenti 102: Maschi 48, Femmine 54 / Non residenti 28: Maschi 21, Femmine 7): [1233, 417, 1427, 448]
- column-divider: [399, 153, 400, 2174]
- paragraph: Le due giovani si amavano caldamente: vivevano tutto il giorno insieme, avevano i loro segreti. Tempo fa furono da questi abbandonate perchè accusate di tenere una condotta poco conveniente: anche perciò chiese dei lagni in famiglia. Ieri erano scomparse da casa e nulla più se ne seppe; ieri sera solo notizia i fidanzati ai quali giunse una loro lettera ultimo addio.: [1021, 684, 1211, 794]
- table-cell: sereno: [1381, 879, 1427, 889]
- paragraph: FORTIS. Noi abbiamo diritto di fare le nostre proposte. (Voci: Sì, sì).: [611, 1480, 802, 1502]
- paragraph: BACCELLI (membro della Commissione) dice che quando ha compiuto un lavoro accadono dispute. Nessuno può accusare la Commissione di non aver lavorato.: [611, 1041, 802, 1097]
- demographic-stats: [1233, 396, 1427, 478]
- paragraph: Le due fanciulle sono due sartine dei Monti: di 16 e 17 anni, di nome Clementina Marchetti ed Annunziata Bianchi.: [1021, 639, 1211, 684]
- paragraph: Congresso internazionale geografico. — Nel settembre del 1881 avrà luogo in Venezia il terzo Congresso internazionale geografico.: [1021, 1240, 1211, 1283]
- paragraph: La Camera approva l'ordine del giorno dell'on. Martini.: [816, 233, 1007, 255]
- vote-label: Si astennero: [829, 220, 888, 231]
- paragraph: MORANA insiste nell'ordine del giorno puro e semplice.: [611, 951, 802, 974]
- table-cell: —: [1351, 889, 1381, 899]
- table-row: [1227, 879, 1427, 889]
- meteo-heading: Osservazioni meteorologiche: [1251, 571, 1402, 583]
- paragraph: FALCONI dà gli schiarimenti richiesti.: [211, 1599, 391, 1610]
- paragraph: Ricorda i lavori assidui della Commissione.: [611, 490, 802, 514]
- paragraph: L'oratore svolge molte considerazioni per dimostrare che le proposte della Giunta non possono essere dalla Camera accettate.: [407, 175, 597, 220]
- table-cell: sereno: [1319, 889, 1351, 899]
- table-cell: calmo: [1351, 860, 1381, 870]
- paragraph: BIANCHERI parla per fatto personale e dice che non ha mai messo in dubbio la lealtà della Giunta.: [407, 873, 597, 906]
- paragraph: Io ciò sono autorizzato a dichiarare. Se non si accetta questa condizione, bisognerebbe nominare un altro relatore.: [407, 1567, 597, 1611]
- station-name: Pesaro: [1227, 860, 1267, 870]
- paragraph: SAVINI dice che la Camera ha votato in non separarsi prima di discutere la riforma elettorale. Vorrebbe che la Camera fosse riconvocata il 15 ottobre. (Oh! oh! No! no! Grida — Rumori): [407, 1757, 597, 1812]
- paragraph: Tenani — Turella.: [1030, 413, 1113, 425]
- vote-value: 21: [982, 209, 994, 221]
- table-cell: + 25,0: [1266, 860, 1318, 870]
- paragraph: CHINAGLIA avendo riferito alla Giunta sulle elezioni del 1º e del 3º collegio di Genova risponde a qualche asserzione del presidente della Giunta Dice che la discussione nella Giunta si fece il 4 giugno, quando c'era maggior lavoro.: [407, 615, 597, 692]
- paragraph: Egli chiede che prima di impegnare nuove spese per questo servizio se ne dia conto alla Camera.: [202, 584, 393, 618]
- table-row: [1227, 946, 1427, 956]
- paragraph: Emo Capodilista — Ercolani.: [1030, 198, 1164, 209]
- column-header: Stato del cielo domani: [1381, 757, 1427, 794]
- column-divider: [808, 153, 809, 2174]
- paragraph: Parla a lungo, interrotto dal presidente e dalla Camera, e conchiude presentando un ordine del giorno con cui la Camera confida nel patriottismo e nella zelo della Commissione e del relatore perchè sia affrettata la discussione della riforma elettorale, prima di separarsi. (Rumori, grida).: [407, 1198, 597, 1286]
- paragraph: CAVALLOTTI parla per fatto personale.: [611, 772, 802, 794]
- table-cell: sereno: [1319, 879, 1351, 889]
- paragraph: La chiusura è approvata.: [416, 443, 533, 455]
- paragraph: BONGHI crede che il ministero vada oltre i limiti nei quali si è proposto di rimanere: del resto crede anche che il concetto sia assolutamente inesatto ed estraneo affatto al concetto statistico: quindi quando il ministero si serve dei fondi stabiliti per la statistica, questa naturalmente ne verrà pregiudicata.: [202, 407, 393, 495]
- paragraph: PRES. La maggioranza della Giunta propone la convalidazione dell'elezione dell'onorevole De Amezaga.: [202, 1768, 393, 1802]
- vote-row: [829, 198, 1007, 209]
